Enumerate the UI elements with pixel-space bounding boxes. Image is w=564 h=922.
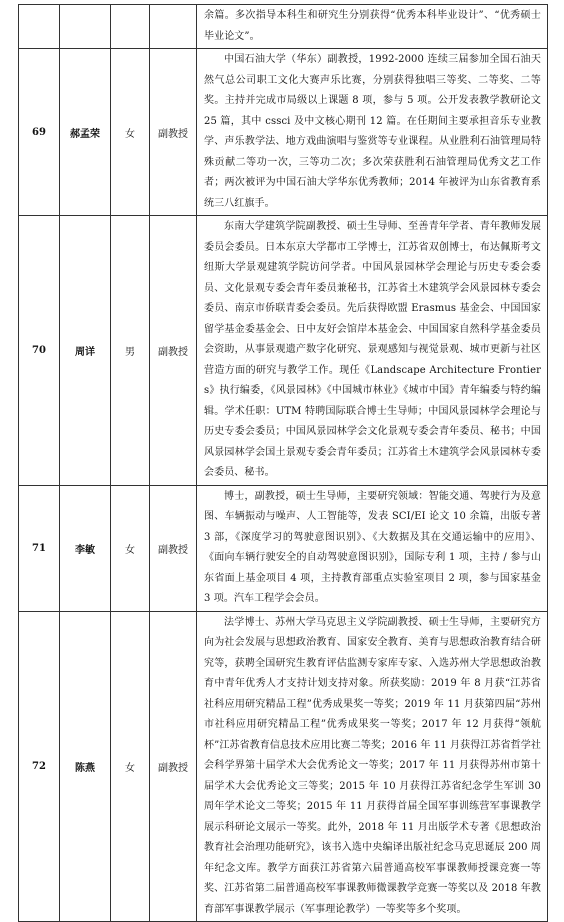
faculty-table xyxy=(18,4,548,922)
faculty-gender: 女 xyxy=(111,485,150,611)
table-row xyxy=(19,216,548,486)
faculty-name: 李敏 xyxy=(60,485,111,611)
faculty-gender xyxy=(111,5,150,49)
faculty-title: 副教授 xyxy=(150,216,197,486)
faculty-name: 陈燕 xyxy=(60,611,111,922)
faculty-title xyxy=(150,5,197,49)
faculty-intro: 东南大学建筑学院副教授、硕士生导师、至善青年学者、青年教师发展委员会委员。日本东京大学都市工学博士，江苏省双创博士，布达佩斯考文纽斯大学景观建筑学院访问学者。中国风景园林学会理论与历史专委会委员、文化景观专委会青年委员兼秘书，江苏省土木建筑学会风景园林专委会委员、南京市侨联青委会委员。先后获得欧盟 Erasmus 基金会、中国国家留学基金委基金会、日中友好会馆岸本基金会、中国国家自然科学基金委员会资助，从事景观遗产数字化研究、景观感知与视觉景观、城市更新与社区营造方面的研究与教学工作。现任《Landscape Architecture Frontiers》执行编委，《风景园林》《中国城市林业》《城市中国》青年编委与特约编辑。学术任职：UTM 特聘国际联合博士生导师；中国风景园林学会理论与历史专委会委员；中国风景园林学会文化景观专委会青年委员、秘书；中国风景园林学会国土景观专委会青年委员；江苏省土木建筑学会风景园林专委会委员、秘书。 xyxy=(197,216,548,486)
faculty-gender: 女 xyxy=(111,611,150,922)
row-number: 69 xyxy=(19,49,60,216)
faculty-title: 副教授 xyxy=(150,611,197,922)
faculty-gender: 男 xyxy=(111,216,150,486)
row-number: 72 xyxy=(19,611,60,922)
faculty-intro: 余篇。多次指导本科生和研究生分别获得“优秀本科毕业设计”、“优秀硕士毕业论文”。 xyxy=(197,5,548,49)
table-row xyxy=(19,5,548,49)
row-number: 71 xyxy=(19,485,60,611)
faculty-intro: 法学博士、苏州大学马克思主义学院副教授、硕士生导师，主要研究方向为社会发展与思想政治教育、国家安全教育、美育与思想政治教育结合研究等，获聘全国研究生教育评估监测专家库专家、入选苏州大学思想政治教育中青年优秀人才支持计划支持对象。所获奖励：2019 年 8 月获“江苏省社科应用研究精品工程”优秀成果奖一等奖；2019 年 11 月获第四届“苏州市社科应用研究精品工程”优秀成果奖一等奖；2017 年 12 月获得“领航杯”江苏省教育信息技术应用比赛二等奖；2016 年 11 月获得江苏省哲学社会科学界第十届学术大会优秀论文一等奖；2017 年 11 月获得苏州市第十届学术大会优秀论文三等奖；2015 年 10 月获得江苏省纪念学生军训 30 周年学术论文二等奖；2015 年 11 月获得首届全国军事训练营军事课教学展示科研论文展示一等奖。此外，2018 年 11 月出版学术专著《思想政治教育社会治理功能研究》，该书入选中央编译出版社纪念马克思诞辰 200 周年纪念文库。教学方面获江苏省第六届普通高校军事课教师授课竞赛一等奖、江苏省第二届普通高校军事课教师微课教学竞赛一等奖以及 2018 年教育部军事课教学展示（军事理论教学）一等奖等多个奖项。 xyxy=(197,611,548,922)
table-row xyxy=(19,49,548,216)
faculty-title: 副教授 xyxy=(150,49,197,216)
faculty-title: 副教授 xyxy=(150,485,197,611)
table-row xyxy=(19,485,548,611)
faculty-intro: 中国石油大学（华东）副教授，1992-2000 连续三届参加全国石油天然气总公司职工文化大赛声乐比赛，分别获得独唱三等奖、二等奖、二等奖。主持并完成市局级以上课题 8 项，参与 5 项。公开发表教学教研论文 25 篇，其中 cssci 及中文核心期刊 12 篇。在任期间主要承担音乐专业教学、声乐教学法、地方戏曲演唱与鉴赏等专业课程。从业胜利石油管理局特殊贡献二等功一次，三等功二次；多次荣获胜利石油管理局优秀文艺工作者；两次被评为中国石油大学华东优秀教师；2014 年被评为山东省教育系统三八红旗手。 xyxy=(197,49,548,216)
table-row xyxy=(19,611,548,922)
faculty-name xyxy=(60,5,111,49)
faculty-name: 周详 xyxy=(60,216,111,486)
faculty-intro: 博士，副教授，硕士生导师，主要研究领域：智能交通、驾驶行为及意图、车辆振动与噪声、人工智能等，发表 SCI/EI 论文 10 余篇，出版专著 3 部，《深度学习的驾驶意图识别》、《大数据及其在交通运输中的应用》、《面向车辆行驶安全的自动驾驶意图识别》，国际专利 1 项，主持 / 参与山东省面上基金项目 4 项，主持教育部重点实验室项目 2 项，参与国家基金 3 项。汽车工程学会会员。 xyxy=(197,485,548,611)
row-number xyxy=(19,5,60,49)
faculty-name: 郝孟荣 xyxy=(60,49,111,216)
faculty-gender: 女 xyxy=(111,49,150,216)
row-number: 70 xyxy=(19,216,60,486)
